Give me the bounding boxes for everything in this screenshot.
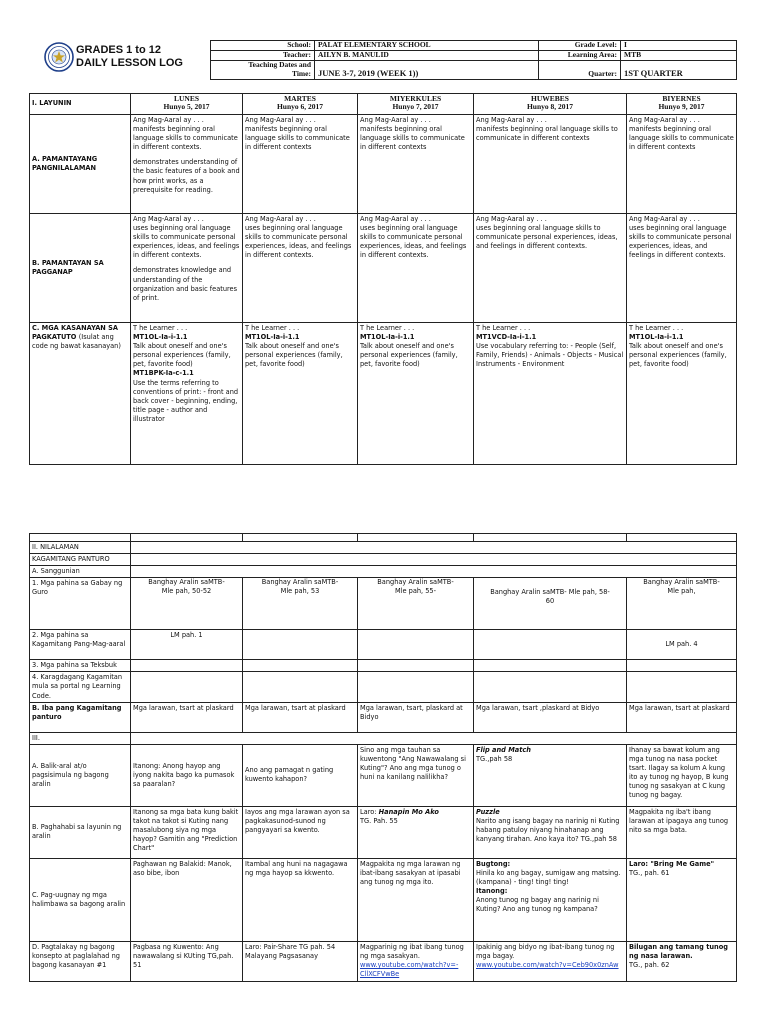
competencies-label (30, 323, 131, 465)
empty-cell (474, 534, 627, 542)
competency-code: MT1VCD-Ia-i-1.1 (476, 333, 537, 342)
day-name: MIYERKULES (389, 94, 442, 103)
cell-text: Talk about oneself and one's personal experiences (family, pet, favorite food) (360, 342, 458, 369)
cell-lead: Ang Mag-Aaral ay . . . (476, 116, 547, 124)
day-name: MARTES (284, 94, 316, 103)
procedure-cell: Iayos ang mga larawan ayon sa pagkakasunod-sunod ng pangyayari sa kwento. (243, 806, 358, 858)
procedure-cell (474, 941, 627, 981)
portal-label: 4. Karagdagang Kagamitan mula sa portal ng Learning Code. (30, 672, 131, 702)
competency-code: MT1OL-Ia-i-1.1 (133, 333, 188, 342)
day-date: Hunyo 8, 2017 (526, 101, 574, 111)
procedure-cell: Laro: Pair-Share TG pah. 54 Malayang Pagsasanay (243, 941, 358, 981)
cell-text: uses beginning oral language skills to communicate personal experiences, ideas, and feelings in different contexts. (629, 224, 732, 260)
cell-lead: Ang Mag-Aaral ay . . . (476, 215, 547, 223)
competencies-title: C. MGA KASANAYAN SA PAGKATUTO (32, 324, 118, 342)
content-standard-cell (243, 115, 358, 214)
cell-extra: demonstrates understanding of the basic features of a book and how print works, as a prerequisite for reading. (133, 158, 240, 194)
empty-cell (243, 660, 358, 672)
cell-lead: T he Learner . . . (133, 324, 188, 332)
cell-lead: Ang Mag-Aaral ay . . . (133, 215, 204, 223)
competency-cell (243, 323, 358, 465)
procedure-cell: Itanong: Anong hayop ang iyong nakita bago ka pumasok sa paaralan? (131, 744, 243, 806)
day-date: Hunyo 7, 2017 (392, 101, 439, 111)
competency-code: MT1OL-Ia-i-1.1 (245, 333, 300, 342)
gabay-cell: Banghay Aralin saMTB- Mle pah, 55- (358, 578, 474, 630)
content-standard-cell (131, 115, 243, 214)
cell-lead: Ang Mag-Aaral ay . . . (360, 116, 431, 124)
gabay-cell: Banghay Aralin saMTB- Mle pah, (627, 578, 737, 630)
procedure-cell (358, 806, 474, 858)
activity-text: TG., pah. 61 (629, 868, 670, 877)
activity-title-2: Itanong: (476, 887, 508, 896)
gabay-cell: Banghay Aralin saMTB- Mle pah, 58-60 (474, 578, 627, 630)
activity-title: Bilugan ang tamang tunog ng nasa larawan. (629, 942, 728, 960)
activity-text: Magparinig ng ibat ibang tunog ng mga sasakyan. (360, 942, 464, 960)
cell-text: manifests beginning oral language skills to communicate in different contexts (476, 125, 618, 143)
teaching-dates-label-2: Time: (291, 68, 311, 78)
grade-level-value: I (621, 41, 737, 51)
procedure-cell: Itanong sa mga bata kung bakit takot na takot si Kuting nang masalubong siya ng mga hayop? Gamitin ang "Prediction Chart" (131, 806, 243, 858)
empty-cell (358, 660, 474, 672)
kagamitang-pang-mag-aaral-label: 2. Mga pahina sa Kagamitang Pang-Mag-aaral (30, 630, 131, 660)
competencies-note: (Isulat ang code ng bawat kasanayan) (32, 333, 121, 351)
performance-standard-label: B. PAMANTAYAN SA PAGGANAP (30, 214, 131, 323)
competency-code: MT1OL-Ia-i-1.1 (360, 333, 415, 342)
title-line-2: DAILY LESSON LOG (76, 57, 183, 69)
nilalaman-cell (131, 542, 737, 554)
day-header-huwebes (474, 94, 627, 115)
activity-title: Hanapin Mo Ako (378, 807, 439, 816)
cell-lead: T he Learner . . . (245, 324, 300, 332)
procedure-cell: Magpakita ng iba't ibang larawan at ipagaya ang tunog nito sa mga bata. (627, 806, 737, 858)
kagamitang-panturo-label: KAGAMITANG PANTURO (30, 554, 131, 566)
iba-pang-kagamitan-label: B. Iba pang Kagamitang panturo (30, 702, 131, 732)
cell-text: Talk about oneself and one's personal experiences (family, pet, favorite food) (245, 342, 343, 369)
cell-lead: T he Learner . . . (629, 324, 684, 332)
competency-cell (131, 323, 243, 465)
procedure-cell: Pagbasa ng Kuwento: Ang nawawalang si KUting TG,pah. 51 (131, 941, 243, 981)
empty-cell (358, 534, 474, 542)
cell-text: Talk about oneself and one's personal experiences (family, pet, favorite food) (133, 342, 231, 369)
empty-cell (474, 672, 627, 702)
title-line-1: GRADES 1 to 12 (76, 44, 161, 56)
materials-cell: Mga larawan, tsart at plaskard (131, 702, 243, 732)
procedure-cell: Itambal ang huni na nagagawa ng mga hayop sa kkwento. (243, 858, 358, 941)
procedure-cell: Paghawan ng Balakid: Manok, aso bibe, ibon (131, 858, 243, 941)
cell-extra: demonstrates knowledge and understanding of the organization and basic features of print. (133, 266, 238, 302)
cell-lead: Ang Mag-Aaral ay . . . (360, 215, 431, 223)
procedure-cell (474, 744, 627, 806)
cell-lead: T he Learner . . . (360, 324, 415, 332)
materials-cell: Mga larawan, tsart ,plaskard at Bidyo (474, 702, 627, 732)
layunin-label: I. LAYUNIN (30, 94, 131, 115)
teaching-dates-label-1: Teaching Dates and (248, 60, 311, 69)
activity-text: Hinila ko ang bagay, sumigaw ang matsing. (kampana) - ting! ting! ting! (476, 868, 621, 886)
lm-cell: LM pah. 4 (627, 630, 737, 660)
materials-cell: Mga larawan, tsart at plaskard (627, 702, 737, 732)
pagtalakay-label: D. Pagtalakay ng bagong konsepto at paglalahad ng bagong kasanayan #1 (30, 941, 131, 981)
activity-title: Puzzle (476, 807, 500, 816)
empty-cell (474, 660, 627, 672)
cell-text: uses beginning oral language skills to communicate personal experiences, ideas, and feelings in different contexts. (476, 224, 618, 251)
performance-standard-cell (627, 214, 737, 323)
teacher-value: AILYN B. MANULID (315, 51, 539, 61)
activity-text: TG., pah. 62 (629, 960, 670, 969)
competency-cell (627, 323, 737, 465)
paghahabi-label: B. Paghahabi sa layunin ng aralin (30, 806, 131, 858)
procedure-cell (474, 858, 627, 941)
competency-cell (474, 323, 627, 465)
day-date: Hunyo 6, 2017 (276, 101, 324, 111)
activity-text: TG.,pah 58 (476, 754, 513, 763)
performance-standard-cell (474, 214, 627, 323)
cell-lead: Ang Mag-Aaral ay . . . (133, 116, 204, 124)
activity-prefix: Laro: (360, 807, 379, 816)
day-header-miyerkules (358, 94, 474, 115)
content-standard-label: A. PAMANTAYANG PANGNILALAMAN (30, 115, 131, 214)
lm-cell: LM pah. 1 (131, 630, 243, 660)
activity-text-2: Anong tunog ng bagay ang narinig ni Kuting? Ano ang tunog ng kampana? (476, 896, 599, 914)
day-name: LUNES (173, 94, 199, 103)
day-date: Hunyo 5, 2017 (163, 101, 210, 111)
procedure-cell (474, 806, 627, 858)
cell-text: uses beginning oral language skills to communicate personal experiences, ideas, and feelings in different contexts. (133, 224, 240, 260)
materials-cell: Mga larawan, tsart at plaskard (243, 702, 358, 732)
activity-text: Ipakinig ang bidyo ng ibat-ibang tunog ng mga bagay. (476, 942, 615, 960)
competency-cell (358, 323, 474, 465)
activity-text: TG. Pah. 55 (360, 816, 398, 825)
day-name: HUWEBES (531, 94, 569, 103)
day-date: Hunyo 9, 2017 (658, 101, 705, 111)
cell-text: manifests beginning oral language skills to communicate in different contexts (245, 125, 350, 152)
youtube-link[interactable]: www.youtube.com/watch?v=-CllXCFVwBe (360, 960, 459, 979)
teacher-label: Teacher: (211, 51, 315, 61)
activity-title: Bugtong: (476, 859, 511, 868)
empty-cell (243, 672, 358, 702)
procedure-cell: Sino ang mga tauhan sa kuwentong "Ang Nawawalang si Kuting"? Ano ang mga tunog o huni na kanilang nalilikha? (358, 744, 474, 806)
content-standard-cell (627, 115, 737, 214)
empty-cell (131, 672, 243, 702)
empty-cell (358, 672, 474, 702)
day-name: BIYERNES (662, 94, 701, 103)
teksbuk-label: 3. Mga pahina sa Teksbuk (30, 660, 131, 672)
day-header-martes (243, 94, 358, 115)
content-standard-cell (474, 115, 627, 214)
empty-cell (243, 534, 358, 542)
performance-standard-cell (243, 214, 358, 323)
procedure-cell: Magpakita ng mga larawan ng ibat-ibang sasakyan at ipasabi ang tunog ng mga ito. (358, 858, 474, 941)
cell-text: manifests beginning oral language skills to communicate in different contexts (629, 125, 734, 152)
cell-text: uses beginning oral language skills to communicate personal experiences, ideas, and feelings in different contexts. (245, 224, 352, 260)
teaching-dates-value: JUNE 3-7, 2019 (WEEK 1)) (315, 61, 539, 80)
sanggunian-cell (131, 566, 737, 578)
objectives-table (29, 93, 737, 465)
materials-cell: Mga larawan, tsart, plaskard at Bidyo (358, 702, 474, 732)
procedure-cell: Ano ang pamagat n gating kuwento kahapon? (243, 744, 358, 806)
gabay-cell: Banghay Aralin saMTB- Mle pah, 50-52 (131, 578, 243, 630)
performance-standard-cell (358, 214, 474, 323)
competency-code-2: MT1BPK-Ia-c-1.1 (133, 369, 194, 378)
grade-level-label: Grade Level: (539, 41, 621, 51)
procedure-cell (358, 941, 474, 981)
cell-lead: Ang Mag-Aaral ay . . . (629, 215, 700, 223)
cell-lead: Ang Mag-Aaral ay . . . (629, 116, 700, 124)
cell-text: manifests beginning oral language skills to communicate in different contexts. (133, 125, 238, 152)
competency-code: MT1OL-Ia-i-1.1 (629, 333, 684, 342)
school-label: School: (211, 41, 315, 51)
day-header-lunes (131, 94, 243, 115)
youtube-link[interactable]: www.youtube.com/watch?v=Ceb90x0znAw (476, 960, 619, 969)
gabay-cell: Banghay Aralin saMTB- Mle pah, 53 (243, 578, 358, 630)
header-info-table (210, 40, 737, 80)
learning-area-label: Learning Area: (539, 51, 621, 61)
pag-uugnay-label: C. Pag-uugnay ng mga halimbawa sa bagong aralin (30, 858, 131, 941)
content-standard-cell (358, 115, 474, 214)
balik-aral-label: A. Balik-aral at/o pagsisimula ng bagong aralin (30, 744, 131, 806)
quarter-label: Quarter: (539, 61, 621, 80)
deped-seal-logo (44, 42, 74, 72)
cell-text: manifests beginning oral language skills to communicate in different contexts (360, 125, 465, 152)
quarter-value: 1ST QUARTER (621, 61, 737, 80)
empty-cell (627, 672, 737, 702)
cell-text: Use vocabulary referring to: - People (Self, Family, Friends) - Animals - Objects - Musical Instruments - Environment (476, 342, 624, 369)
gabay-ng-guro-label: 1. Mga pahina sa Gabay ng Guro (30, 578, 131, 630)
content-procedure-table (29, 533, 737, 982)
empty-cell (627, 534, 737, 542)
cell-lead: Ang Mag-Aaral ay . . . (245, 116, 316, 124)
activity-title: Laro: "Bring Me Game" (629, 859, 715, 868)
document-title (76, 44, 183, 70)
kagamitang-cell (131, 554, 737, 566)
nilalaman-label: II. NILALAMAN (30, 542, 131, 554)
pamamaraan-label: III. (30, 732, 131, 744)
lm-cell (243, 630, 358, 660)
learning-area-value: MTB (621, 51, 737, 61)
lm-cell (474, 630, 627, 660)
cell-text: Talk about oneself and one's personal experiences (family, pet, favorite food) (629, 342, 727, 369)
empty-cell (131, 660, 243, 672)
activity-text: Narito ang isang bagay na narinig ni Kuting habang patuloy niyang hinahanap ang kanyang tirahan. Ano kaya ito? TG.,pah 58 (476, 816, 620, 844)
school-value: PALAT ELEMENTARY SCHOOL (315, 41, 539, 51)
procedure-cell (627, 941, 737, 981)
cell-text-2: Use the terms referring to conventions of print: - front and back cover - beginning, ending, title page - author and illustrator (133, 378, 239, 423)
day-header-biyernes (627, 94, 737, 115)
pamamaraan-cell (131, 732, 737, 744)
empty-cell (30, 534, 131, 542)
lm-cell (358, 630, 474, 660)
teaching-dates-label (211, 61, 315, 80)
procedure-cell (627, 858, 737, 941)
cell-lead: T he Learner . . . (476, 324, 531, 332)
activity-title: Flip and Match (476, 745, 531, 754)
sanggunian-label: A. Sanggunian (30, 566, 131, 578)
performance-standard-cell (131, 214, 243, 323)
empty-cell (131, 534, 243, 542)
cell-text: uses beginning oral language skills to communicate personal experiences, ideas, and feelings in different contexts. (360, 224, 467, 260)
empty-cell (627, 660, 737, 672)
cell-lead: Ang Mag-Aaral ay . . . (245, 215, 316, 223)
procedure-cell: Ihanay sa bawat kolum ang mga tunog na nasa pocket tsart. Ilagay sa kolum A kung ito ay tunog ng hayop, B kung tunog ng sasakyan at C kung tunog ng bagay. (627, 744, 737, 806)
